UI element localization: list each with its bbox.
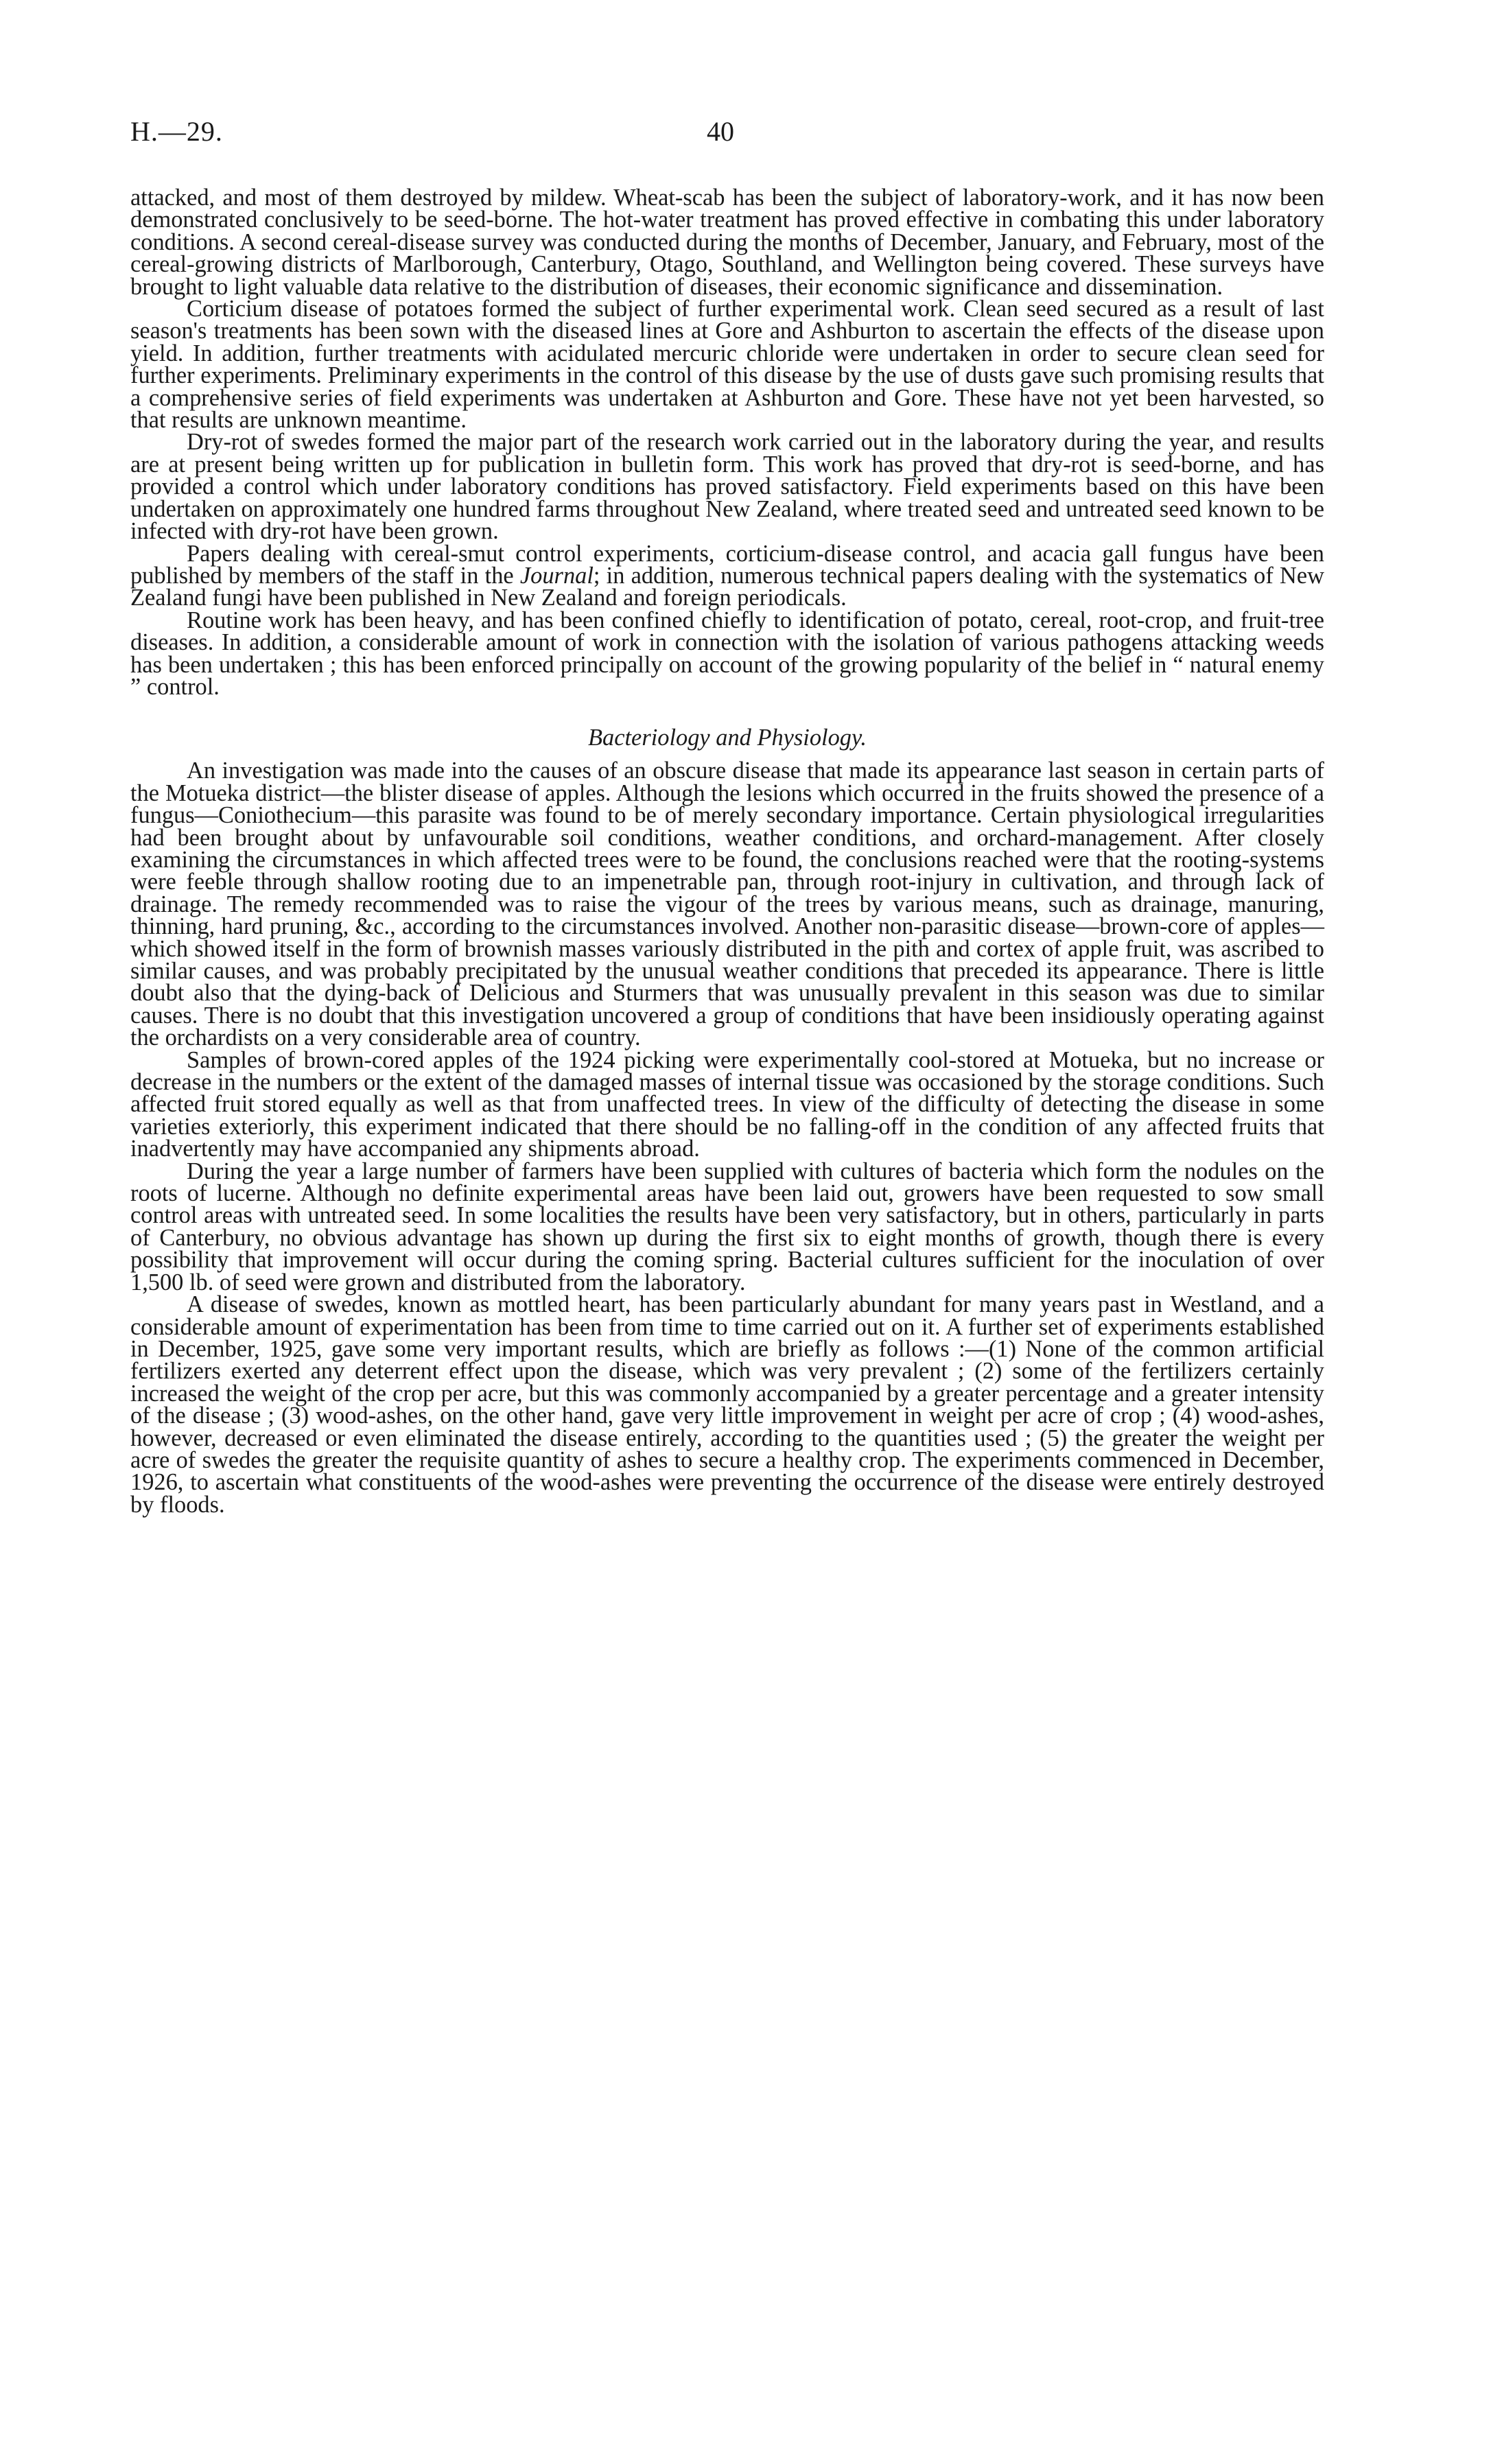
paragraph-dry-rot-swedes: Dry-rot of swedes formed the major part of the research work carried out in the laboratory during the year, and results are at present being written up for publication in bulletin form. This work has proved that dry-rot is seed-borne, and has provided a control which under laboratory conditions has proved satisfactory. Field experiments based on this have been undertaken on approximately one hundred farms throughout New Zealand, where treated seed and untreated seed known to be infected with dry-rot have been grown. [130, 429, 1324, 545]
paragraph-routine-work: Routine work has been heavy, and has been confined chiefly to identification of potato, cereal, root-crop, and fruit-tree diseases. In addition, a considerable amount of work in connection with the isolation of various pathogens attacking weeds has been undertaken ; this has been enforced principally on account of the growing popularity of the belief in “ natural enemy ” control. [130, 607, 1324, 700]
paragraph-papers-text-end: ; in addition, numerous technical papers dealing with the systematics of New Zealand fungi have been published in New Zealand and foreign periodicals. [130, 562, 1324, 611]
section-heading-bacteriology: Bacteriology and Physiology. [588, 725, 867, 751]
paragraph-lucerne-bacteria: During the year a large number of farmers have been supplied with cultures of bacteria which form the nodules on the roots of lucerne. Although no definite experimental areas have been laid out, growers have been requested to sow small control areas with untreated seed. In some localities the results have been very satisfactory, but in others, particularly in parts of Canterbury, no obvious advantage has shown up during the first six to eight months of growth, though there is every possibility that improvement will occur during the coming spring. Bacterial cultures sufficient for the inoculation of over 1,500 lb. of seed were grown and distributed from the laboratory. [130, 1158, 1324, 1295]
page-number: 40 [707, 116, 734, 147]
paragraph-papers-text-start: Papers dealing with cereal-smut control experiments, corticium-disease control, and acacia gall fungus have been published by members of the staff in the [130, 540, 1324, 589]
paragraph-papers-published [130, 540, 1324, 611]
paragraph-corticium-disease: Corticium disease of potatoes formed the subject of further experimental work. Clean seed secured as a result of last season's treatments has been sown with the diseased lines at Gore and Ashburton to ascertain the effects of the disease upon yield. In addition, further treatments with acidulated mercuric chloride were undertaken in order to secure clean seed for further experiments. Preliminary experiments in the control of this disease by the use of dusts gave such promising results that a comprehensive series of field experiments was undertaken at Ashburton and Gore. These have not yet been harvested, so that results are unknown meantime. [130, 296, 1324, 434]
paragraph-mottled-heart: A disease of swedes, known as mottled heart, has been particularly abundant for many years past in Westland, and a considerable amount of experimentation has been from time to time carried out on it. A further set of experiments established in December, 1925, gave some very important results, which are briefly as follows :—(1) None of the common artificial fertilizers exerted any deterrent effect upon the disease, which was very prevalent ; (2) some of the fertilizers certainly increased the weight of the crop per acre, but this was commonly accompanied by a greater percentage and a greater intensity of the disease ; (3) wood-ashes, on the other hand, gave very little improvement in weight per acre of crop ; (4) wood-ashes, however, decreased or even eliminated the disease entirely, according to the quantities used ; (5) the greater the weight per acre of swedes the greater the requisite quantity of ashes to secure a healthy crop. The experiments commenced in December, 1926, to ascertain what constituents of the wood-ashes were preventing the occurrence of the disease were entirely destroyed by floods. [130, 1291, 1324, 1518]
paragraph-wheat-scab: attacked, and most of them destroyed by mildew. Wheat-scab has been the subject of laboratory-work, and it has now been demonstrated conclusively to be seed-borne. The hot-water treatment has proved effective in combating this under laboratory conditions. A second cereal-disease survey was conducted during the months of December, January, and February, most of the cereal-growing districts of Marlborough, Canterbury, Otago, Southland, and Wellington being covered. These surveys have brought to light valuable data relative to the distribution of diseases, their economic significance and dissemination. [130, 185, 1324, 300]
paragraph-brown-core-storage: Samples of brown-cored apples of the 1924 picking were experimentally cool-stored at Motueka, but no increase or decrease in the numbers or the extent of the damaged masses of internal tissue was occasioned by the storage conditions. Such affected fruit stored equally as well as that from unaffected trees. In view of the difficulty of detecting the disease in some varieties exteriorly, this experiment indicated that there should be no falling-off in the condition of any affected fruits that inadvertently may have accompanied any shipments abroad. [130, 1046, 1324, 1162]
paragraph-blister-disease: An investigation was made into the causes of an obscure disease that made its appearance last season in certain parts of the Motueka district—the blister disease of apples. Although the lesions which occurred in the fruits showed the presence of a fungus—Coniothecium—this parasite was found to be of merely secondary importance. Certain physiological irregularities had been brought about by unfavourable soil conditions, weather conditions, and orchard-management. After closely examining the circumstances in which affected trees were to be found, the conclusions reached were that the rooting-systems were feeble through shallow rooting due to an impenetrable pan, through root-injury in cultivation, and through lack of drainage. The remedy recommended was to raise the vigour of the trees by various means, such as drainage, manuring, thinning, hard pruning, &c., according to the circumstances involved. Another non-parasitic disease—brown-core of apples—which showed itself in the form of brownish masses variously distributed in the pith and cortex of apple fruit, was ascribed to similar causes, and was probably precipitated by the unusual weather conditions that preceded its appearance. There is little doubt also that the dying-back of Delicious and Sturmers that was unusually prevalent in this season was due to similar causes. There is no doubt that this investigation uncovered a group of conditions that have been insidiously operating against the orchardists on a very considerable area of country. [130, 758, 1324, 1051]
document-reference: H.—29. [130, 116, 223, 147]
journal-title: Journal [519, 562, 594, 589]
page-header [130, 115, 1379, 156]
body-text [130, 187, 1324, 1516]
